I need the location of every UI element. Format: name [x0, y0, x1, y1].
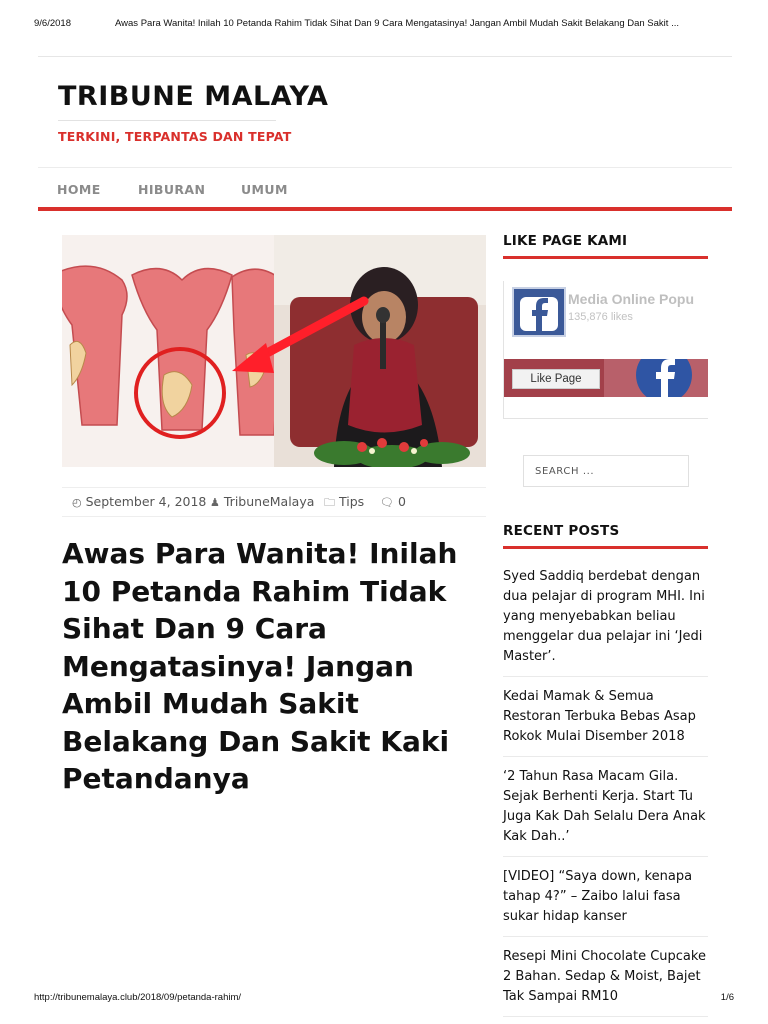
title-divider	[58, 120, 276, 121]
print-date: 9/6/2018	[34, 18, 71, 29]
facebook-like-page-button[interactable]: Like Page	[512, 369, 600, 389]
recent-post-item[interactable]: Resepi Mini Chocolate Cupcake 2 Bahan. Sedap & Moist, Bajet Tak Sampai RM10	[503, 947, 708, 1017]
nav-item-hiburan[interactable]: HIBURAN	[138, 182, 206, 197]
post-comments-count: 0	[397, 494, 406, 509]
recent-post-item[interactable]: [VIDEO] “Saya down, kenapa tahap 4?” – Zaibo lalui fasa sukar hidap kanser	[503, 867, 708, 937]
post-author-text: TribuneMalaya	[223, 494, 315, 509]
post-category[interactable]	[324, 494, 364, 513]
nav-item-home[interactable]: HOME	[57, 182, 101, 197]
recent-post-item[interactable]: ‘2 Tahun Rasa Macam Gila. Sejak Berhenti Kerja. Start Tu Juga Kak Dah Selalu Dera Anak Kak Dah..’	[503, 767, 708, 857]
recent-post-item[interactable]: Kedai Mamak & Semua Restoran Terbuka Bebas Asap Rokok Mulai Disember 2018	[503, 687, 708, 757]
facebook-icon	[514, 289, 564, 335]
post-comments[interactable]	[380, 494, 406, 509]
user-icon: ♟	[210, 496, 220, 509]
post-date[interactable]	[72, 494, 206, 509]
like-page-title: LIKE PAGE KAMI	[503, 233, 628, 249]
comment-icon: 🗨	[380, 496, 394, 509]
folder-icon: 🗀	[324, 496, 335, 509]
featured-image[interactable]	[62, 235, 486, 467]
like-page-title-rule	[503, 256, 708, 259]
post-meta	[62, 487, 486, 517]
recent-posts-list	[503, 567, 708, 1017]
site-tagline: TERKINI, TERPANTAS DAN TEPAT	[58, 129, 292, 144]
facebook-page-name[interactable]: Media Online Popu	[568, 291, 695, 307]
print-footer	[0, 990, 768, 1024]
post-title: Awas Para Wanita! Inilah 10 Petanda Rahim Tidak Sihat Dan 9 Cara Mengatasinya! Jangan Ambil Mudah Sakit Belakang Dan Sakit Kaki Petandanya	[62, 537, 458, 795]
clock-icon: ◴	[72, 496, 82, 509]
facebook-page-avatar[interactable]	[512, 287, 566, 337]
facebook-page-likes: 135,876 likes	[568, 311, 633, 323]
print-page-number: 1/6	[720, 992, 734, 1003]
recent-posts-title-rule	[503, 546, 708, 549]
print-doc-title: Awas Para Wanita! Inilah 10 Petanda Rahim Tidak Sihat Dan 9 Cara Mengatasinya! Jangan Ambil Mudah Sakit Belakang Dan Sakit ...	[115, 18, 679, 29]
facebook-cover	[504, 359, 708, 397]
recent-posts-widget	[503, 523, 708, 1024]
site-title[interactable]: TRIBUNE MALAYA	[58, 81, 329, 112]
featured-image-illustration	[62, 235, 486, 467]
post-category-text: Tips	[339, 494, 365, 509]
main-nav	[38, 167, 732, 209]
print-header	[0, 0, 768, 40]
recent-post-item[interactable]: Syed Saddiq berdebat dengan dua pelajar di program MHI. Ini yang menyebabkan beliau menggelar dua pelajar ini ‘Jedi Master’.	[503, 567, 708, 677]
sidebar	[503, 233, 708, 1004]
print-url: http://tribunemalaya.club/2018/09/petanda-rahim/	[34, 992, 242, 1003]
nav-accent-bar	[38, 207, 732, 211]
post-author[interactable]	[210, 494, 314, 509]
nav-item-umum[interactable]: UMUM	[241, 182, 288, 197]
facebook-page-plugin[interactable]	[503, 281, 708, 419]
post-date-text: September 4, 2018	[85, 494, 207, 509]
like-page-widget	[503, 233, 708, 259]
recent-posts-title: RECENT POSTS	[503, 523, 620, 539]
search-input[interactable]: SEARCH ...	[523, 455, 689, 487]
